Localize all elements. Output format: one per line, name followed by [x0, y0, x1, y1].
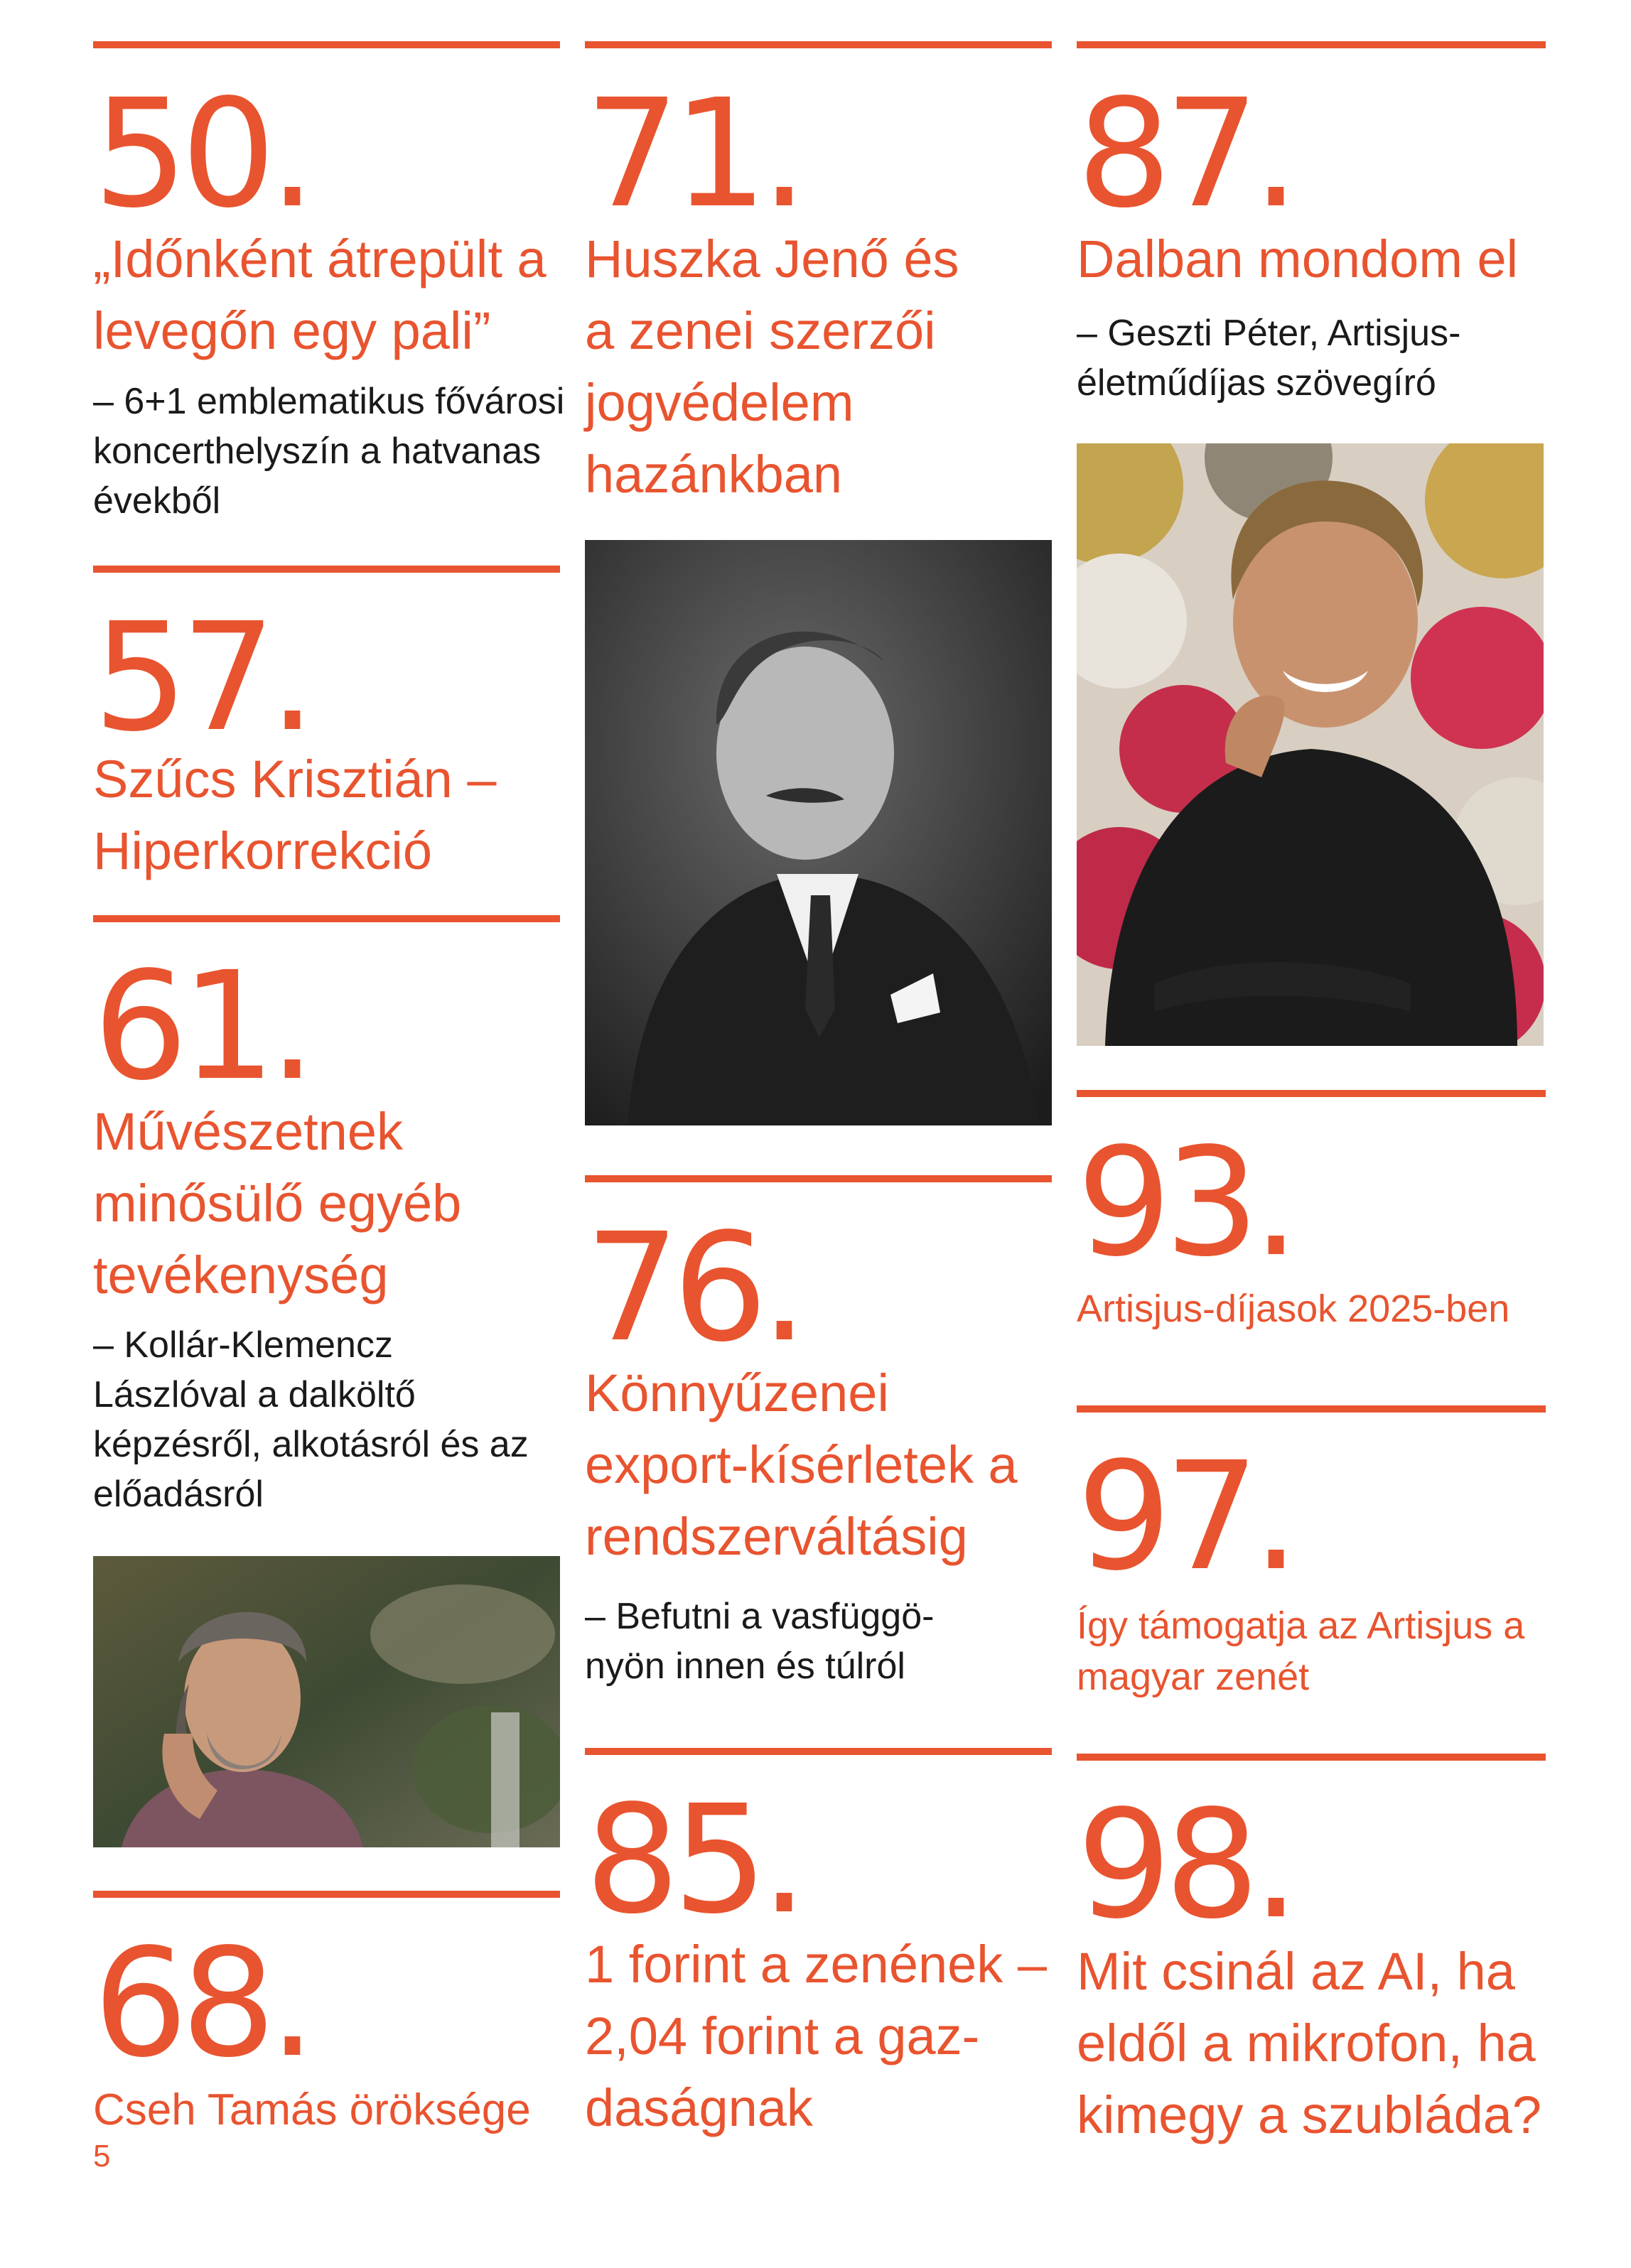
divider: [1077, 1754, 1546, 1761]
divider: [1077, 1405, 1546, 1413]
page-ref-number: 76.: [585, 1201, 801, 1375]
article-subtitle: – Kollár-Klemencz Lászlóval a dalköltő képzésről, alkotásról és az előadásról: [93, 1324, 529, 1515]
divider: [93, 1891, 560, 1898]
article-title[interactable]: Artisjus-díjasok 2025-ben: [1077, 1287, 1510, 1330]
page-number: 5: [93, 2139, 111, 2174]
page-ref-number: 71.: [585, 67, 801, 241]
article-title[interactable]: Cseh Tamás öröksége: [93, 2085, 531, 2134]
divider: [1077, 41, 1546, 48]
page-ref-number: 85.: [585, 1773, 801, 1947]
article-title[interactable]: Huszka Jenő és a zenei szerzői jogvédelem hazánkban: [585, 230, 959, 504]
portrait-photo-geszti-peter: [1077, 443, 1544, 1046]
article-title[interactable]: Dalban mondom el: [1077, 230, 1519, 288]
divider: [93, 566, 560, 573]
article-title[interactable]: Mit csinál az AI, ha eldől a mikrofon, ha kimegy a szubláda?: [1077, 1942, 1542, 2144]
article-title[interactable]: „Időnként átrepült a levegőn egy pali”: [93, 230, 547, 360]
portrait-photo-kollar-klemencz: [93, 1556, 560, 1847]
page-ref-number: 93.: [1077, 1116, 1293, 1290]
article-title[interactable]: Művészetnek minősülő egyéb tevékenység: [93, 1102, 462, 1305]
page-ref-number: 57.: [93, 590, 309, 765]
divider: [585, 1175, 1052, 1182]
page-ref-number: 50.: [93, 67, 309, 241]
divider: [93, 915, 560, 922]
divider: [1077, 1090, 1546, 1097]
article-title[interactable]: Így támogatja az Artisjus a magyar zenét: [1077, 1604, 1525, 1698]
page-ref-number: 87.: [1077, 67, 1293, 241]
article-title[interactable]: Szűcs Krisztián – Hiperkorrekció: [93, 750, 497, 880]
article-subtitle: – Geszti Péter, Artisjus-életműdíjas szövegíró: [1077, 313, 1461, 404]
divider: [93, 41, 560, 48]
article-subtitle: – Befutni a vasfüggö-nyön innen és túlról: [585, 1596, 935, 1687]
page-ref-number: 61.: [93, 939, 309, 1113]
article-subtitle: – 6+1 emblematikus fővárosi koncerthelyszín a hatvanas évekből: [93, 381, 565, 522]
page-ref-number: 97.: [1077, 1430, 1293, 1604]
page-ref-number: 68.: [93, 1916, 309, 2090]
article-title[interactable]: Könnyűzenei export-kísérletek a rendszerváltásig: [585, 1364, 1018, 1566]
portrait-photo-huszka-jeno: [585, 540, 1052, 1125]
page-ref-number: 98.: [1077, 1778, 1293, 1952]
divider: [585, 41, 1052, 48]
article-title[interactable]: 1 forint a zenének – 2,04 forint a gaz-daságnak: [585, 1935, 1047, 2137]
divider: [585, 1748, 1052, 1755]
